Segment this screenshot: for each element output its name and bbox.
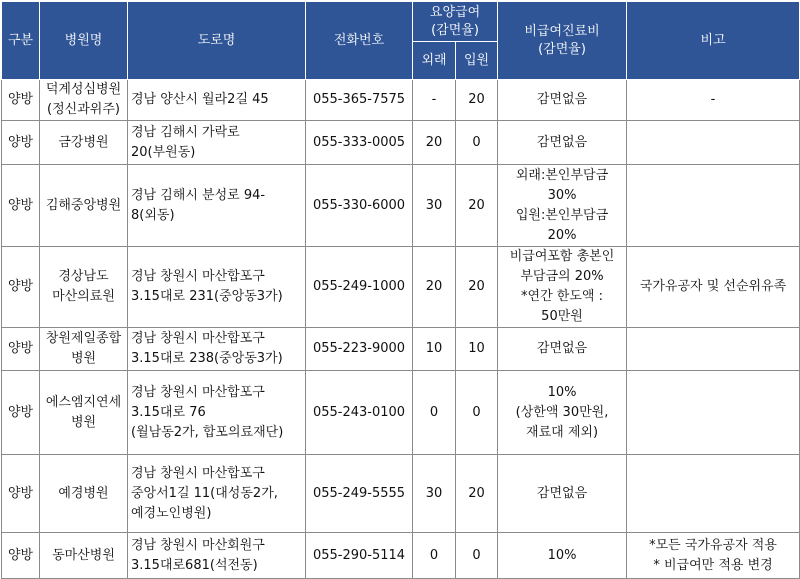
cell-outpatient-rate: 30 (413, 455, 456, 533)
cell-outpatient-rate: 20 (413, 247, 456, 328)
header-outpatient: 외래 (413, 42, 456, 80)
table-row (2, 247, 800, 328)
cell-inpatient-rate: 0 (456, 533, 498, 579)
cell-inpatient-rate: 20 (456, 165, 498, 247)
cell-note: - (627, 80, 800, 121)
cell-noncovered-discount: 10% (498, 533, 627, 579)
header-note: 비고 (627, 2, 800, 80)
cell-phone: 055-223-9000 (306, 328, 413, 371)
cell-outpatient-rate: - (413, 80, 456, 121)
cell-noncovered-discount: 감면없음 (498, 80, 627, 121)
header-phone: 전화번호 (306, 2, 413, 80)
table-row (2, 328, 800, 371)
cell-phone: 055-333-0005 (306, 121, 413, 165)
header-noncovered-discount: 비급여진료비 (감면율) (498, 2, 627, 80)
cell-phone: 055-249-5555 (306, 455, 413, 533)
header-medical-discount: 요양급여 (감면율) (413, 2, 498, 42)
table-body (2, 80, 800, 579)
cell-inpatient-rate: 20 (456, 80, 498, 121)
cell-phone: 055-290-5114 (306, 533, 413, 579)
table-header (2, 2, 800, 80)
cell-hospital-name: 동마산병원 (40, 533, 128, 579)
cell-hospital-name: 금강병원 (40, 121, 128, 165)
cell-note (627, 455, 800, 533)
cell-outpatient-rate: 20 (413, 121, 456, 165)
cell-address: 경남 창원시 마산합포구 3.15대로 238(중앙동3가) (128, 328, 306, 371)
cell-inpatient-rate: 20 (456, 455, 498, 533)
cell-inpatient-rate: 0 (456, 371, 498, 455)
cell-address: 경남 양산시 월라2길 45 (128, 80, 306, 121)
cell-hospital-name: 덕계성심병원 (정신과위주) (40, 80, 128, 121)
table-row (2, 371, 800, 455)
cell-category: 양방 (2, 533, 40, 579)
cell-category: 양방 (2, 328, 40, 371)
cell-noncovered-discount: 외래:본인부담금 30% 입원:본인부담금 20% (498, 165, 627, 247)
cell-hospital-name: 경상남도 마산의료원 (40, 247, 128, 328)
header-inpatient: 입원 (456, 42, 498, 80)
cell-noncovered-discount: 10% (상한액 30만원, 재료대 제외) (498, 371, 627, 455)
cell-hospital-name: 창원제일종합 병원 (40, 328, 128, 371)
cell-address: 경남 김해시 분성로 94-8(외동) (128, 165, 306, 247)
cell-phone: 055-243-0100 (306, 371, 413, 455)
table-row (2, 165, 800, 247)
cell-category: 양방 (2, 121, 40, 165)
cell-hospital-name: 에스엠지연세 병원 (40, 371, 128, 455)
table-row (2, 533, 800, 579)
table-row (2, 455, 800, 533)
cell-category: 양방 (2, 371, 40, 455)
cell-noncovered-discount: 감면없음 (498, 121, 627, 165)
cell-address: 경남 창원시 마산합포구 3.15대로 76 (월남동2가, 합포의료재단) (128, 371, 306, 455)
cell-address: 경남 창원시 마산합포구 중앙서1길 11(대성동2가, 예경노인병원) (128, 455, 306, 533)
cell-address: 경남 창원시 마산합포구 3.15대로 231(중앙동3가) (128, 247, 306, 328)
cell-inpatient-rate: 0 (456, 121, 498, 165)
cell-outpatient-rate: 0 (413, 371, 456, 455)
header-category: 구분 (2, 2, 40, 80)
cell-noncovered-discount: 감면없음 (498, 455, 627, 533)
cell-note (627, 121, 800, 165)
cell-noncovered-discount: 감면없음 (498, 328, 627, 371)
table-row (2, 121, 800, 165)
cell-outpatient-rate: 0 (413, 533, 456, 579)
cell-phone: 055-330-6000 (306, 165, 413, 247)
cell-note (627, 371, 800, 455)
cell-inpatient-rate: 20 (456, 247, 498, 328)
cell-phone: 055-249-1000 (306, 247, 413, 328)
header-address: 도로명 (128, 2, 306, 80)
cell-hospital-name: 예경병원 (40, 455, 128, 533)
cell-note (627, 328, 800, 371)
table-row (2, 80, 800, 121)
cell-note (627, 165, 800, 247)
cell-outpatient-rate: 30 (413, 165, 456, 247)
hospital-discount-table (1, 1, 800, 579)
cell-address: 경남 김해시 가락로 20(부원동) (128, 121, 306, 165)
cell-phone: 055-365-7575 (306, 80, 413, 121)
cell-note: 국가유공자 및 선순위유족 (627, 247, 800, 328)
cell-address: 경남 창원시 마산회원구 3.15대로681(석전동) (128, 533, 306, 579)
cell-category: 양방 (2, 165, 40, 247)
cell-category: 양방 (2, 247, 40, 328)
cell-hospital-name: 김해중앙병원 (40, 165, 128, 247)
cell-noncovered-discount: 비급여포함 총본인 부담금의 20% *연간 한도액 : 50만원 (498, 247, 627, 328)
cell-outpatient-rate: 10 (413, 328, 456, 371)
cell-note: *모든 국가유공자 적용 * 비급여만 적용 변경 (627, 533, 800, 579)
cell-category: 양방 (2, 80, 40, 121)
header-hospital: 병원명 (40, 2, 128, 80)
cell-category: 양방 (2, 455, 40, 533)
cell-inpatient-rate: 10 (456, 328, 498, 371)
